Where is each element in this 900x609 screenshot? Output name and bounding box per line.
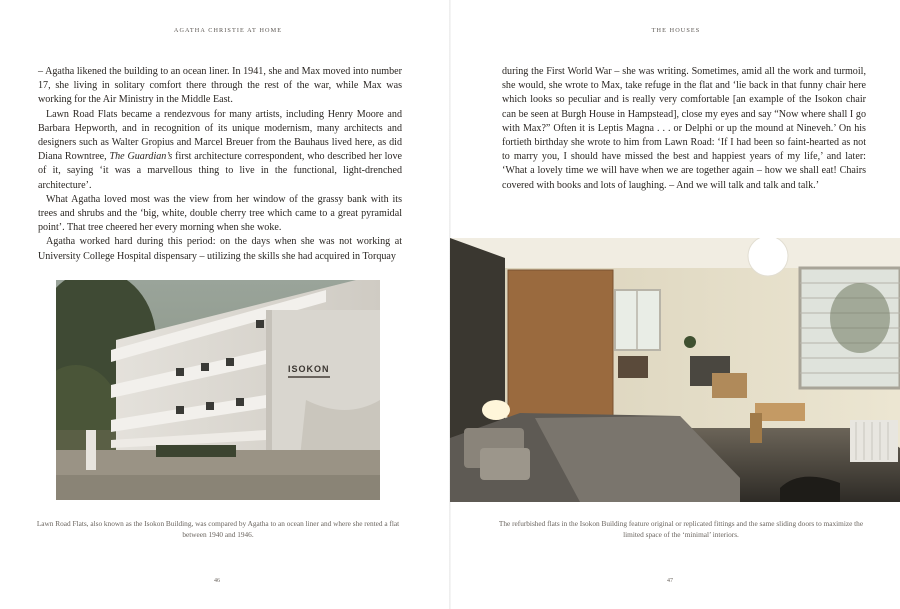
paragraph-text: first architecture correspondent, who described her love of it, saying ‘it was a marvellous thing to live in the functional, light-drenched architecture’. bbox=[38, 151, 403, 191]
figure-caption-right: The refurbished flats in the Isokon Building feature original or replicated fittings and the same sliding doors to maximize the limited space of the ‘minimal’ interiors. bbox=[498, 519, 864, 540]
isokon-building-photo bbox=[56, 280, 380, 500]
isokon-flat-interior-photo bbox=[450, 238, 900, 502]
paragraph: – Agatha likened the building to an ocean liner. In 1941, she and Max moved into number 17, she living in solitary comfort there through the rest of the war, while Max was working for the Air Ministry in the Middle East. bbox=[38, 66, 402, 106]
paragraph-text: Lawn Road Flats became a rendezvous for many artists, including Henry Moore and Barbara Hepworth, and in recognition of its unique modernism, many architects and designers such as Walter Gropius and Marcel Breuer from the Bauhaus lived here, as did Diana Rowntree, bbox=[38, 108, 402, 163]
running-head-right: THE HOUSES bbox=[651, 27, 701, 34]
publication-title: The Guardian’s bbox=[109, 151, 173, 163]
paragraph: What Agatha loved most was the view from her window of the grassy bank with its trees and shrubs and the ‘big, white, double cherry tree which came to a great pyramidal point’. That tree cheered her every morning when she woke. bbox=[38, 193, 402, 234]
left-body-text bbox=[38, 65, 402, 264]
paragraph: during the First World War – she was writing. Sometimes, amid all the work and turmoil, she would, she wrote to Max, take refuge in the flat and ‘lie back in that funny chair here which looks so peculiar and is really very comfortable [an example of the Isokon chair can be seen at Burgh House in Hampstead], close my eyes and say “Now where shall I go with Max?” Often it is Leptis Magna . . . or Delphi or up the mound at Nineveh.’ On his fortieth birthday she wrote to him from Lawn Road: ‘If I had been so faint-hearted as not to marry you, I should have missed the best and happiest years of my life,’ and later: ‘What a lovely time we will have when we are together again – how we shall eat! Chairs covered with books and lots of laughing. – And we will talk and talk and talk.’ bbox=[502, 66, 866, 191]
page-number-left: 46 bbox=[214, 578, 220, 584]
running-head-left: AGATHA CHRISTIE AT HOME bbox=[173, 27, 283, 34]
paragraph bbox=[38, 108, 402, 193]
page-number-right: 47 bbox=[667, 578, 673, 584]
paragraph: Agatha worked hard during this period: on the days when she was not working at University College Hospital dispensary – utilizing the skills she had acquired in Torquay bbox=[38, 236, 402, 262]
isokon-sign: ISOKON bbox=[288, 364, 330, 374]
figure-caption-left: Lawn Road Flats, also known as the Isokon Building, was compared by Agatha to an ocean liner and where she rented a flat between 1940 and 1946. bbox=[36, 519, 400, 540]
right-body-text bbox=[502, 65, 866, 193]
